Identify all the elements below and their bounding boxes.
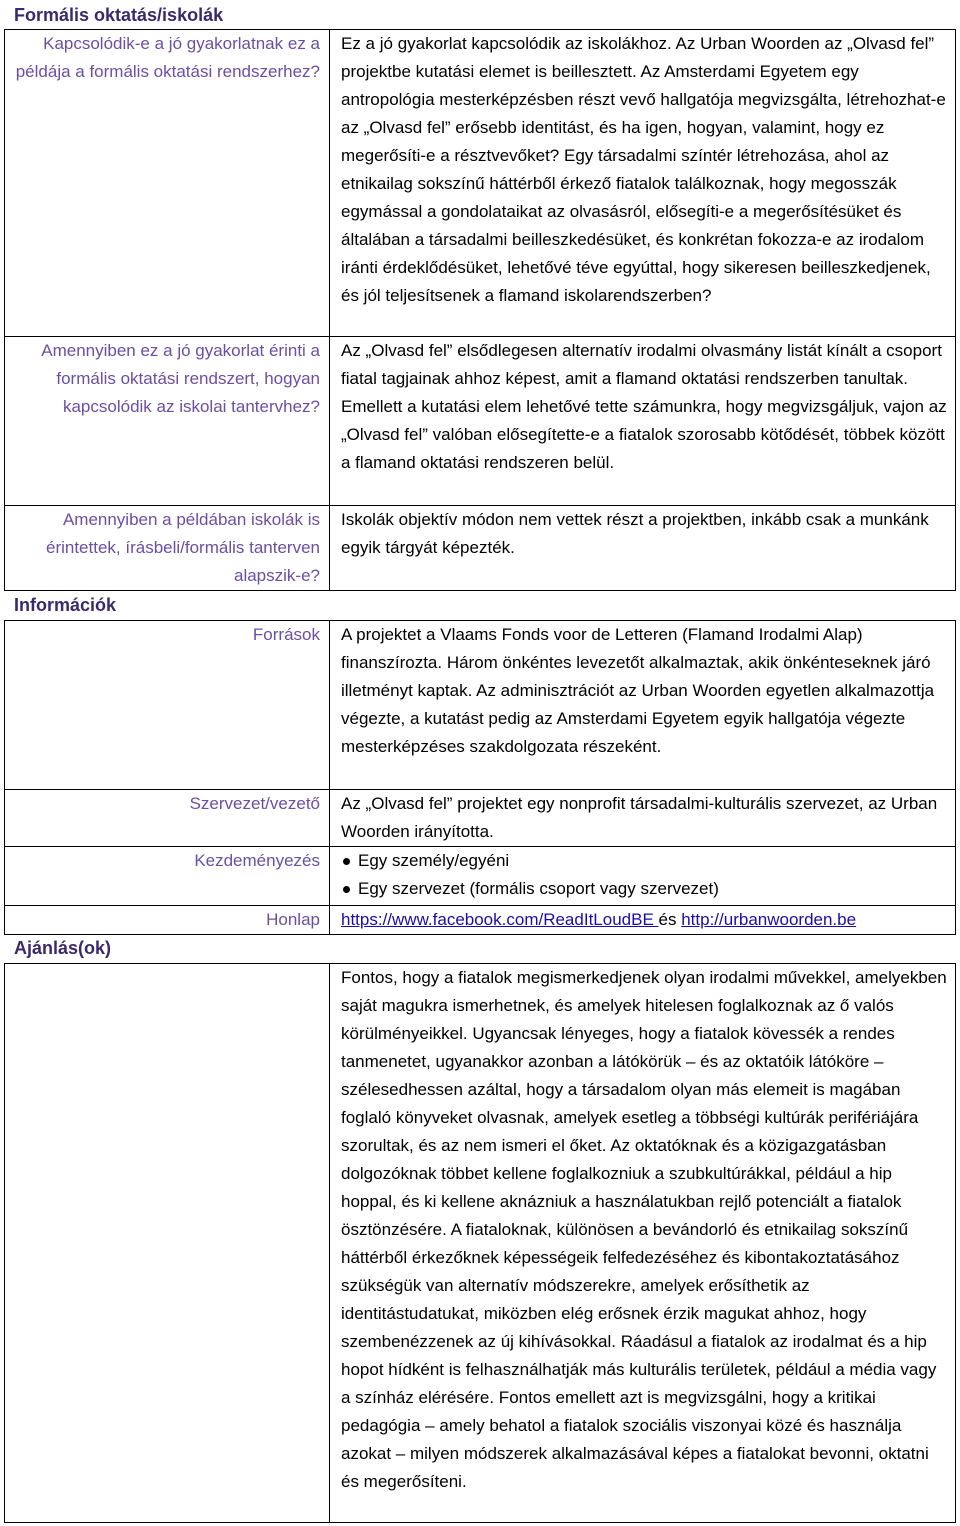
question-text: Kapcsolódik-e a jó gyakorlatnak ez a példája a formális oktatási rendszerhez? [15, 34, 320, 81]
facebook-link[interactable]: https://www.facebook.com/ReadItLoudBE [341, 910, 659, 929]
information-table [4, 620, 956, 935]
website-label: Honlap [266, 910, 320, 929]
initiative-item-text: Egy szervezet (formális csoport vagy szervezet) [358, 879, 719, 898]
recommendations-cell [330, 964, 956, 1523]
initiative-item-text: Egy személy/egyéni [358, 851, 510, 870]
table-row [5, 906, 956, 935]
table-row [5, 337, 956, 506]
recommendations-table [4, 963, 956, 1523]
question-cell [5, 30, 330, 337]
table-row [5, 506, 956, 591]
question-cell [5, 337, 330, 506]
sources-label: Források [252, 625, 320, 644]
list-item [341, 847, 949, 875]
table-row [5, 964, 956, 1523]
question-cell [5, 506, 330, 591]
answer-cell [330, 506, 956, 591]
recommendations-text: Fontos, hogy a fiatalok megismerkedjenek olyan irodalmi művekkel, amelyekben saját magukra ismerhetnek, és amelyek hitelesen foglalkoznak az ő valós körülményeikkel. Ugyancsak lényeges, hogy a fiatalok kövessék a rendes tanmenetet, ugyanakkor azonban a látókörük – és az oktatóik látóköre – szélesedhessen azáltal, hogy a társadalom olyan más elemeit is magában foglaló könyveket olvasnak, amelyek esetleg a többségi kultúrák perifériájára szorultak, és az nem ismeri el őket. Az oktatóknak és a közigazgatásban dolgozóknak többet kellene foglalkozniuk a szubkultúrákkal, például a hip hoppal, és ki kellene aknázniuk a használatukban rejlő potenciált a fiatalok ösztönzésére. A fiataloknak, különösen a bevándorló és etnikailag sokszínű háttérből érkezőknek képességeik felfedezéséhez és kibontakoztatásához szükségük van alternatív módszerekre, amelyek erősíthetik az identitástudatukat, miközben elég erősnek érzik magukat ahhoz, hogy szembenézzenek az új kihívásokkal. Ráadásul a fiatalok az irodalmat és a hip hopot hídként is felhasználhatják más kulturális területek, például a média vagy a színház elérésére. Fontos emellett azt is megvizsgálni, hogy a kritikai pedagógia – amely behatol a fiatalok szociális viszonyai közé és használja azokat – milyen módszerek alkalmazásával képes a fiatalokat bevonni, oktatni és megerősíteni. [341, 968, 947, 1491]
initiative-label-cell [5, 847, 330, 906]
question-text: Amennyiben a példában iskolák is érintettek, írásbeli/formális tanterven alapszik-e? [45, 510, 320, 585]
answer-text: Iskolák objektív módon nem vettek részt a projektben, inkább csak a munkánk egyik tárgyát képezték. [341, 510, 929, 557]
question-text: Amennyiben ez a jó gyakorlat érinti a formális oktatási rendszert, hogyan kapcsolódik az iskolai tantervhez? [41, 341, 320, 416]
website-cell [330, 906, 956, 935]
section-heading-formal-education: Formális oktatás/iskolák [14, 5, 224, 25]
sources-cell [330, 621, 956, 790]
list-item [341, 875, 949, 903]
initiative-list [341, 847, 949, 903]
formal-education-table [4, 29, 956, 591]
section-heading-information: Információk [14, 595, 117, 615]
answer-text: Ez a jó gyakorlat kapcsolódik az iskolákhoz. Az Urban Woorden az „Olvasd fel” projektbe kutatási elemet is beillesztett. Az Amsterdami Egyetem egy antropológia mesterképzésben részt vevő hallgatója megvizsgálta, létrehozhat-e az „Olvasd fel” erősebb identitást, és ha igen, hogyan, valamint, hogy ez megerősíti-e a résztvevőket? Egy társadalmi színtér létrehozása, ahol az etnikailag sokszínű háttérből érkező fiatalok találkoznak, hogy megosszák egymással a gondolataikat az olvasásról, elősegíti-e a megerősítésüket és általában a társadalmi beilleszkedésüket, és konkrétan fokozza-e az irodalom iránti érdeklődésüket, lehetővé téve egyúttal, hogy sikeresen beilleszkedjenek, és jól teljesítsenek a flamand iskolarendszerben? [341, 34, 946, 305]
section-heading-recommendations: Ajánlás(ok) [14, 938, 112, 958]
bullet-icon [343, 858, 350, 865]
initiative-label: Kezdeményezés [194, 851, 320, 870]
organization-text: Az „Olvasd fel” projektet egy nonprofit társadalmi-kulturális szervezet, az Urban Woorden irányította. [341, 794, 938, 841]
answer-cell [330, 337, 956, 506]
initiative-cell [330, 847, 956, 906]
sources-label-cell [5, 621, 330, 790]
table-row [5, 30, 956, 337]
urbanwoorden-link[interactable]: http://urbanwoorden.be [681, 910, 857, 929]
table-row [5, 790, 956, 847]
website-label-cell [5, 906, 330, 935]
bullet-icon [343, 886, 350, 893]
recommendations-empty-cell [5, 964, 330, 1523]
answer-cell [330, 30, 956, 337]
organization-label: Szervezet/vezető [189, 794, 320, 813]
sources-text: A projektet a Vlaams Fonds voor de Letteren (Flamand Irodalmi Alap) finanszírozta. Három önkéntes levezetőt alkalmaztak, akik önkénteseknek járó illetményt kaptak. Az adminisztrációt az Urban Woorden egyetlen alkalmazottja végezte, a kutatást pedig az Amsterdami Egyetem egyik hallgatója végezte mesterképzéses szakdolgozata részeként. [341, 625, 935, 756]
answer-text: Az „Olvasd fel” elsődlegesen alternatív irodalmi olvasmány listát kínált a csoport fiatal tagjainak ahhoz képest, amit a flamand oktatási rendszerben tanultak. Emellett a kutatási elem lehetővé tette számunkra, hogy megvizsgáljuk, vajon az „Olvasd fel” valóban elősegítette-e a fiatalok szorosabb kötődését, többek között a flamand oktatási rendszeren belül. [341, 341, 947, 472]
table-row [5, 621, 956, 790]
table-row [5, 847, 956, 906]
website-joiner: és [658, 910, 677, 929]
organization-label-cell [5, 790, 330, 847]
organization-cell [330, 790, 956, 847]
